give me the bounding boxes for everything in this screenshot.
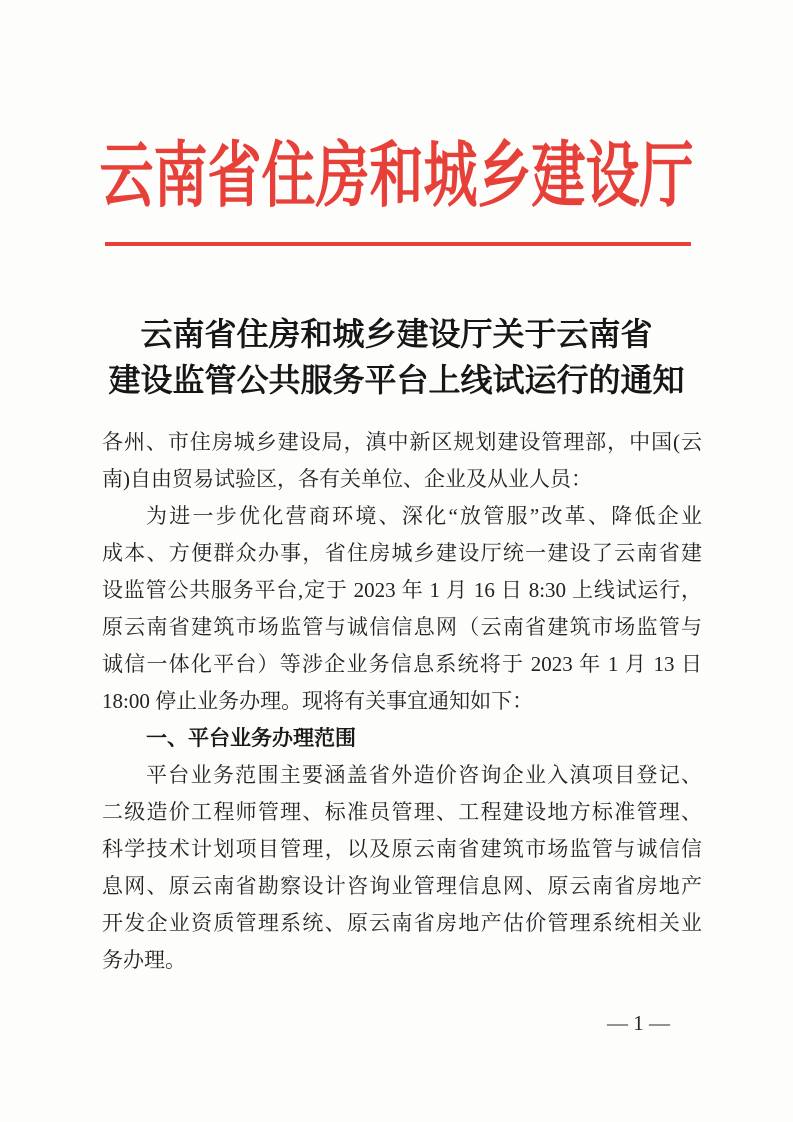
document-title-line2: 建设监管公共服务平台上线试运行的通知 [108, 362, 685, 398]
document-title-line1: 云南省住房和城乡建设厅关于云南省 [140, 316, 653, 352]
section-heading: 一、平台业务办理范围 [146, 727, 356, 750]
body-line: 息网、原云南省勘察设计咨询业管理信息网、原云南省房地产 [102, 874, 702, 898]
body-line: 开发企业资质管理系统、原云南省房地产估价管理系统相关业 [102, 911, 702, 935]
body-line: 二级造价工程师管理、标准员管理、工程建设地方标准管理、 [102, 800, 702, 824]
body-line: 南)自由贸易试验区，各有关单位、企业及从业人员： [102, 467, 592, 491]
body-text [102, 424, 702, 979]
body-line: 设监管公共服务平台,定于 2023 年 1 月 16 日 8:30 上线试运行， [102, 578, 702, 602]
body-line: 科学技术计划项目管理，以及原云南省建筑市场监管与诚信信 [102, 837, 702, 861]
page-number: — 1 — [607, 1011, 670, 1035]
red-divider-line [105, 242, 691, 246]
body-line: 务办理。 [102, 948, 186, 972]
body-line: 为进一步优化营商环境、深化“放管服”改革、降低企业 [146, 504, 702, 528]
body-line: 18:00 停止业务办理。现将有关事宜通知如下： [102, 689, 534, 713]
body-line: 成本、方便群众办事，省住房城乡建设厅统一建设了云南省建 [102, 541, 702, 565]
letterhead-title: 云南省住房和城乡建设厅 [99, 136, 694, 216]
body-line: 原云南省建筑市场监管与诚信信息网（云南省建筑市场监管与 [102, 615, 702, 639]
document-title [0, 311, 793, 403]
body-line: 诚信一体化平台）等涉企业务信息系统将于 2023 年 1 月 13 日 [102, 652, 702, 676]
body-line: 平台业务范围主要涵盖省外造价咨询企业入滇项目登记、 [146, 763, 702, 787]
body-line: 各州、市住房城乡建设局，滇中新区规划建设管理部，中国(云 [102, 430, 702, 454]
